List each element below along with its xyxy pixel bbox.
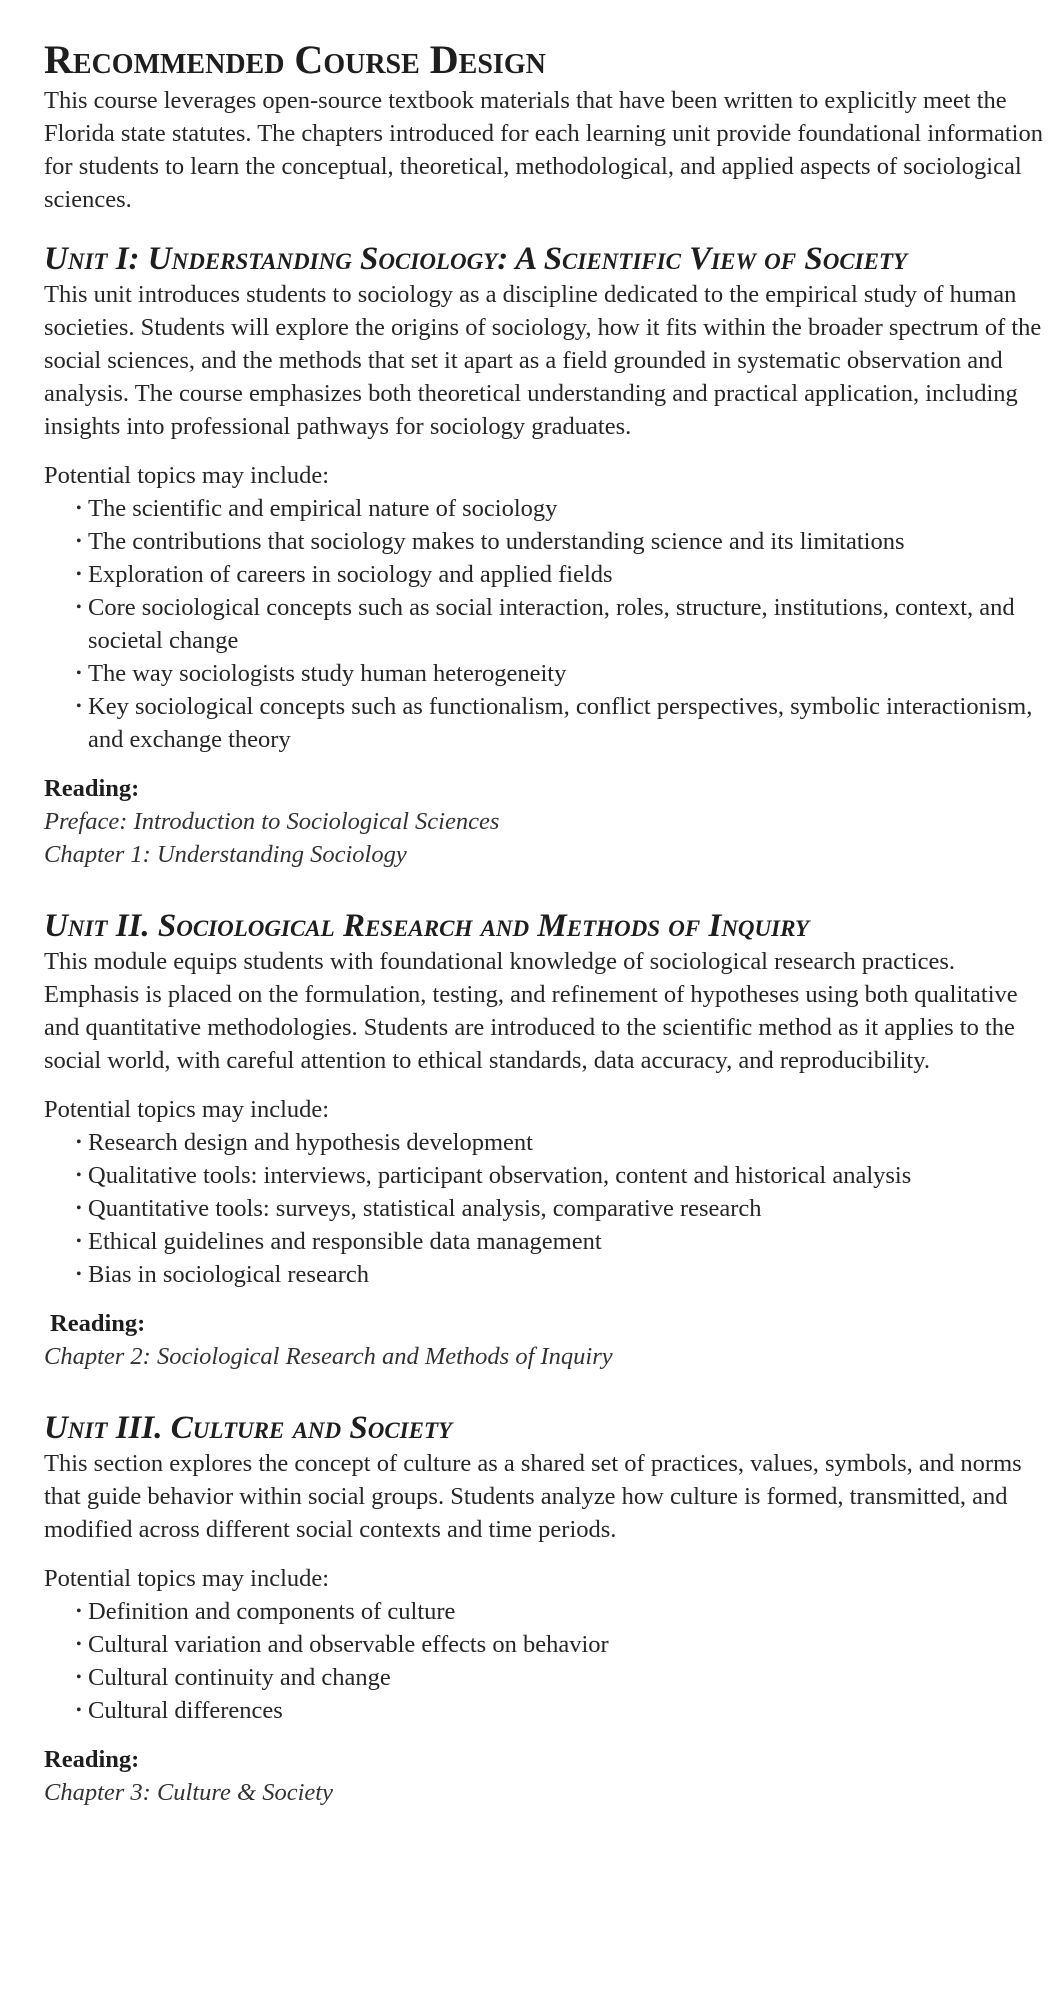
unit-2-title: Unit II. Sociological Research and Methods of Inquiry xyxy=(44,908,810,944)
topic-text: Definition and components of culture xyxy=(88,1598,456,1625)
topic-item xyxy=(76,1661,1044,1694)
unit-3-title: Unit III. Culture and Society xyxy=(44,1410,453,1446)
unit-2-section xyxy=(44,907,1044,1373)
reading-item: Chapter 3: Culture & Society xyxy=(44,1779,333,1806)
topic-item xyxy=(76,1126,1044,1159)
topic-item xyxy=(76,657,1044,690)
unit-1-topics-list xyxy=(44,492,1044,756)
bullet-icon: • xyxy=(76,665,82,682)
unit-1-title: Unit I: Understanding Sociology: A Scientific View of Society xyxy=(44,241,908,277)
bullet-icon: • xyxy=(76,1636,82,1653)
topic-text: Qualitative tools: interviews, participant observation, content and historical analysis xyxy=(88,1162,912,1189)
bullet-icon: • xyxy=(76,1702,82,1719)
reading-item: Preface: Introduction to Sociological Sciences xyxy=(44,808,500,835)
unit-2-topics-label: Potential topics may include: xyxy=(44,1096,330,1123)
topic-item xyxy=(76,492,1044,525)
topic-text: Core sociological concepts such as social interaction, roles, structure, institutions, context, and societal change xyxy=(88,594,1015,654)
bullet-icon: • xyxy=(76,1266,82,1283)
topic-item xyxy=(76,1159,1044,1192)
unit-3-topics-label: Potential topics may include: xyxy=(44,1565,330,1592)
topic-text: Cultural continuity and change xyxy=(88,1664,391,1691)
reading-item: Chapter 2: Sociological Research and Methods of Inquiry xyxy=(44,1343,613,1370)
topic-text: Key sociological concepts such as functionalism, conflict perspectives, symbolic interactionism, and exchange theory xyxy=(88,693,1033,753)
bullet-icon: • xyxy=(76,599,82,616)
bullet-icon: • xyxy=(76,1603,82,1620)
bullet-icon: • xyxy=(76,1669,82,1686)
unit-2-reading-label: Reading: xyxy=(50,1310,146,1337)
topic-text: Research design and hypothesis development xyxy=(88,1129,533,1156)
bullet-icon: • xyxy=(76,698,82,715)
topic-text: The way sociologists study human heterogeneity xyxy=(88,660,567,687)
topic-text: Ethical guidelines and responsible data management xyxy=(88,1228,602,1255)
reading-item: Chapter 1: Understanding Sociology xyxy=(44,841,407,868)
unit-2-description: This module equips students with foundational knowledge of sociological research practices. Emphasis is placed on the formulation, testing, and refinement of hypotheses using both qualitative and quantitative methodologies. Students are introduced to the scientific method as it applies to the social world, with careful attention to ethical standards, data accuracy, and reproducibility. xyxy=(44,948,1018,1074)
unit-2-topics-list xyxy=(44,1126,1044,1291)
topic-item xyxy=(76,558,1044,591)
bullet-icon: • xyxy=(76,500,82,517)
topic-item xyxy=(76,690,1044,756)
topic-item xyxy=(76,591,1044,657)
bullet-icon: • xyxy=(76,566,82,583)
intro-paragraph: This course leverages open-source textbook materials that have been written to explicitly meet the Florida state statutes. The chapters introduced for each learning unit provide foundational information for students to learn the conceptual, theoretical, methodological, and applied aspects of sociological sciences. xyxy=(44,87,1043,213)
topic-item xyxy=(76,1225,1044,1258)
topic-text: The scientific and empirical nature of sociology xyxy=(88,495,558,522)
topic-text: Cultural variation and observable effects on behavior xyxy=(88,1631,609,1658)
topic-item xyxy=(76,1258,1044,1291)
unit-1-description: This unit introduces students to sociology as a discipline dedicated to the empirical study of human societies. Students will explore the origins of sociology, how it fits within the broader spectrum of the social sciences, and the methods that set it apart as a field grounded in systematic observation and analysis. The course emphasizes both theoretical understanding and practical application, including insights into professional pathways for sociology graduates. xyxy=(44,281,1042,440)
topic-item xyxy=(76,525,1044,558)
bullet-icon: • xyxy=(76,533,82,550)
unit-3-topics-list xyxy=(44,1595,1044,1727)
bullet-icon: • xyxy=(76,1200,82,1217)
topic-item xyxy=(76,1694,1044,1727)
unit-1-reading-label: Reading: xyxy=(44,775,140,802)
topic-text: Exploration of careers in sociology and applied fields xyxy=(88,561,613,588)
topic-item xyxy=(76,1192,1044,1225)
bullet-icon: • xyxy=(76,1167,82,1184)
bullet-icon: • xyxy=(76,1134,82,1151)
unit-3-reading-label: Reading: xyxy=(44,1746,140,1773)
bullet-icon: • xyxy=(76,1233,82,1250)
topic-item xyxy=(76,1595,1044,1628)
unit-3-section xyxy=(44,1409,1044,1809)
topic-text: Bias in sociological research xyxy=(88,1261,369,1288)
topic-text: Cultural differences xyxy=(88,1697,283,1724)
topic-text: Quantitative tools: surveys, statistical analysis, comparative research xyxy=(88,1195,762,1222)
document-title: Recommended Course Design xyxy=(44,37,546,82)
unit-3-description: This section explores the concept of culture as a shared set of practices, values, symbols, and norms that guide behavior within social groups. Students analyze how culture is formed, transmitted, and modified across different social contexts and time periods. xyxy=(44,1450,1022,1543)
topic-text: The contributions that sociology makes to understanding science and its limitations xyxy=(88,528,905,555)
unit-1-section xyxy=(44,240,1044,871)
topic-item xyxy=(76,1628,1044,1661)
unit-1-topics-label: Potential topics may include: xyxy=(44,462,330,489)
